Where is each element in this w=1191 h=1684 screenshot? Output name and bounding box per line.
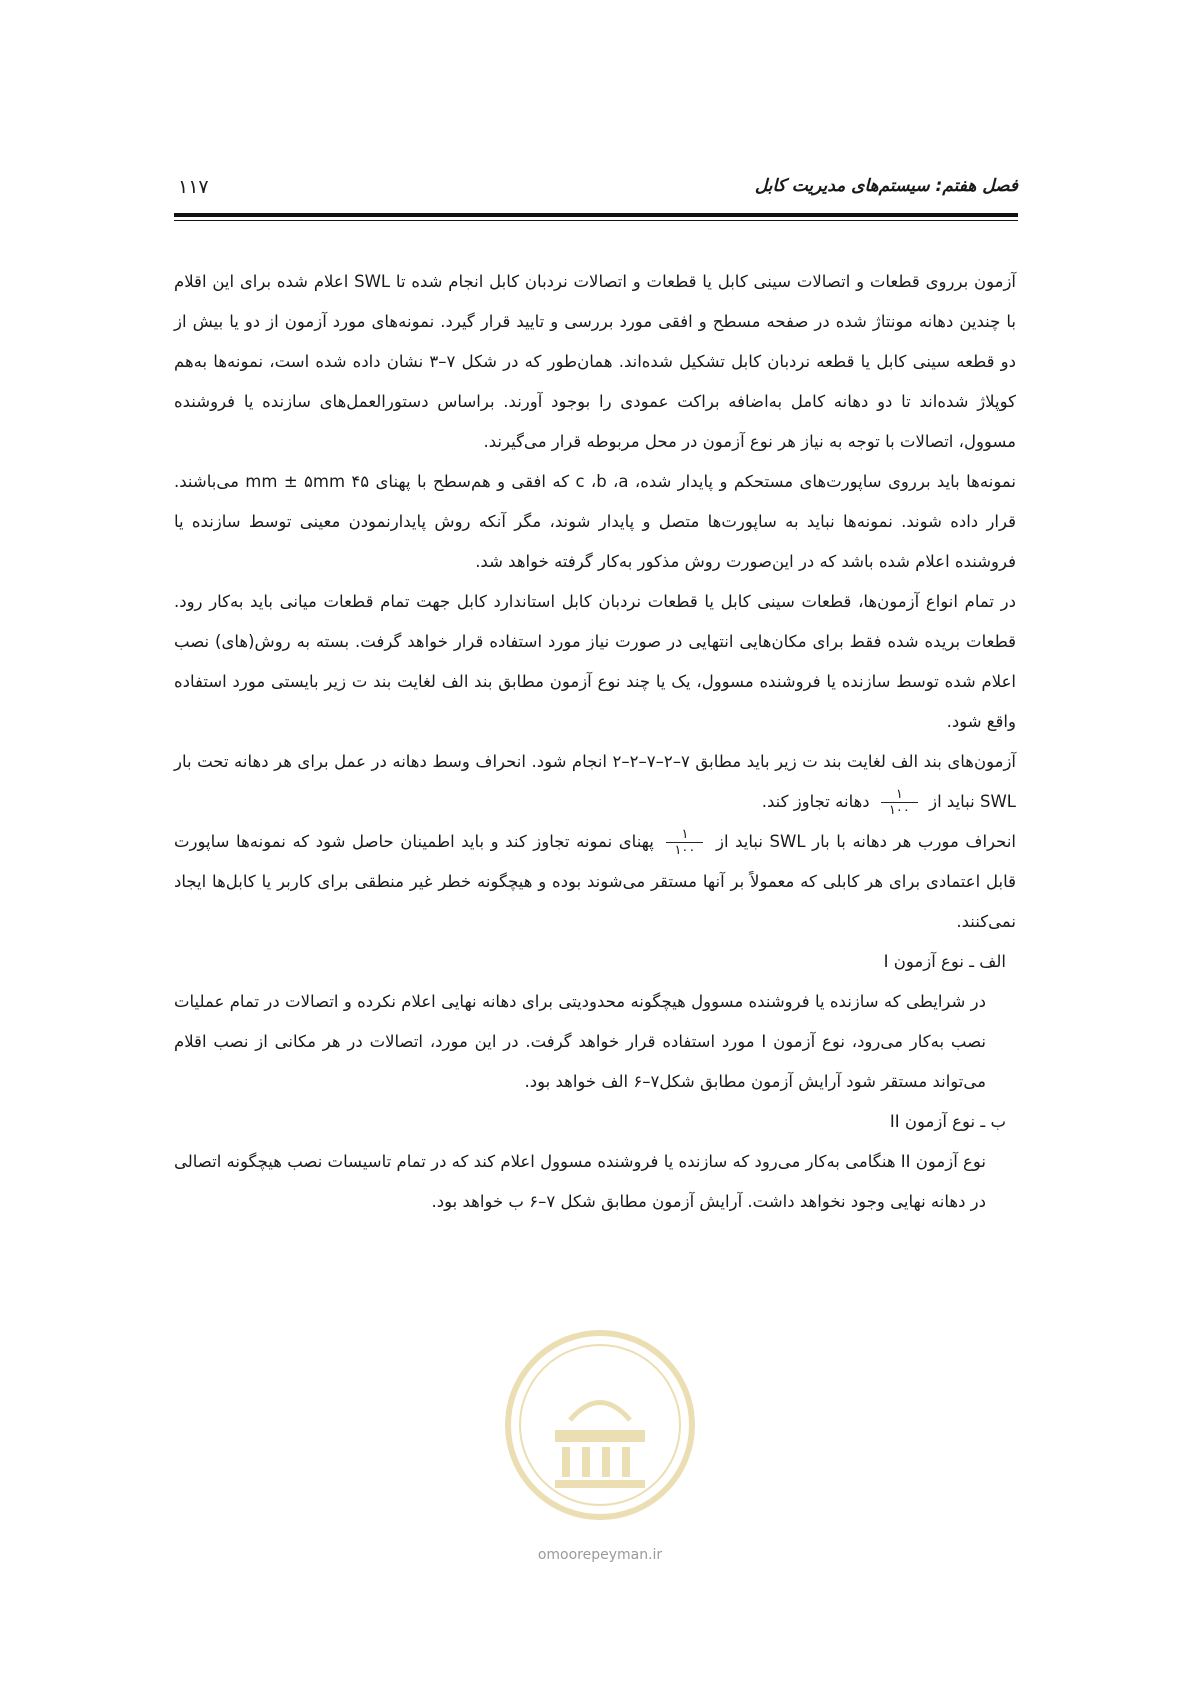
chapter-title: فصل هفتم: سیستم‌های مدیریت کابل [754,176,1018,196]
fraction-numerator: ۱ [666,827,703,843]
watermark-site: omoorepeyman.ir [537,1547,663,1563]
paragraph-1: آزمون برروی قطعات و اتصالات سینی کابل یا قطعات و اتصالات نردبان کابل انجام شده تا SWL اعلام شده برای این اقلام با چندین دهانه مونتاژ شده در صفحه مسطح و افقی مورد بررسی و تایید قرار گیرد. نمونه‌های مورد آزمون از دو یا بیش از دو قطعه سینی کابل یا قطعه نردبان کابل تشکیل شده‌اند. همان‌طور که در شکل ۷–۳ نشان داده شده است، نمونه‌ها به‌هم کوپلاژ شده‌اند تا دو دهانه کامل به‌اضافه براکت عمودی را بوجود آورند. براساس دستورالعمل‌های سازنده یا فروشنده مسوول، اتصالات با توجه به نیاز هر نوع آزمون در محل مربوطه قرار می‌گیرند. [174,272,1017,451]
paragraph-5-end: پهنای نمونه تجاوز کند و باید اطمینان حاصل شود که نمونه‌ها ساپورت قابل اعتمادی برای هر کابلی که معمولاً بر آنها مستقر می‌شوند بوده و هیچگونه خطر غیر منطقی برای کاربر یا کابل‌ها ایجاد نمی‌کنند. [174,832,1016,931]
fraction-numerator: ۱ [881,787,918,803]
heading-test-type-1: الف ـ نوع آزمون I [883,952,1006,971]
page-number: ۱۱۷ [178,176,209,198]
paragraph-6: در شرایطی که سازنده یا فروشنده مسوول هیچگونه محدودیتی برای دهانه نهایی اعلام نکرده و اتصالات در تمام عملیات نصب به‌کار می‌رود، نوع آزمون I مورد استفاده قرار خواهد گرفت. در این مورد، اتصالات در هر مکانی از نصب اقلام می‌تواند مستقر شود آرایش آزمون مطابق شکل۷–۶ الف خواهد بود. [174,992,986,1091]
paragraph-5-start: انحراف مورب هر دهانه با بار SWL نباید از [715,832,1016,851]
page-body [174,262,1016,1222]
fraction-one-hundredth-2 [666,827,703,858]
heading-test-type-2: ب ـ نوع آزمون II [889,1112,1006,1131]
paragraph-4 [174,742,1016,822]
paragraph-2: نمونه‌ها باید برروی ساپورت‌های مستحکم و پایدار شده، c ،b ،a که افقی و هم‌سطح با پهنای ۴۵ mm ± ۵mm می‌باشند. قرار داده شوند. نمونه‌ها نباید به ساپورت‌ها متصل و پایدار شوند، مگر آنکه روش پایدارنمودن معینی توسط سازنده یا فروشنده اعلام شده باشد که در این‌صورت روش مذکور به‌کار گرفته خواهد شد. [174,472,1016,571]
fraction-one-hundredth [881,787,918,818]
paragraph-5 [174,822,1016,942]
page-header [174,176,1018,204]
fraction-denominator: ۱۰۰ [888,803,910,818]
header-rule-thick [174,213,1018,217]
paragraph-3: در تمام انواع آزمون‌ها، قطعات سینی کابل یا قطعات نردبان کابل استاندارد کابل جهت تمام قطعات میانی باید به‌کار رود. قطعات بریده شده فقط برای مکان‌هایی انتهایی در صورت نیاز مورد استفاده قرار خواهد گرفت. بسته به روش(های) نصب اعلام شده توسط سازنده یا فروشنده مسوول، یک یا چند نوع آزمون مطابق بند الف لغایت بند ت زیر بایستی مورد استفاده واقع شود. [174,592,1016,731]
paragraph-4-start: آزمون‌های بند الف لغایت بند ت زیر باید مطابق ۷–۲–۷–۲–۲ انجام شود. انحراف وسط دهانه در عمل برای هر دهانه تحت بار SWL نباید از [174,752,1016,811]
watermark-seal-icon [500,1325,700,1525]
paragraph-4-end: دهانه تجاوز کند. [761,792,870,811]
paragraph-7: نوع آزمون II هنگامی به‌کار می‌رود که سازنده یا فروشنده مسوول اعلام کند که در تمام تاسیسات نصب هیچگونه اتصالی در دهانه نهایی وجود نخواهد داشت. آرایش آزمون مطابق شکل ۷–۶ ب خواهد بود. [174,1152,986,1211]
fraction-denominator: ۱۰۰ [674,843,696,858]
header-rule-thin [174,220,1018,221]
